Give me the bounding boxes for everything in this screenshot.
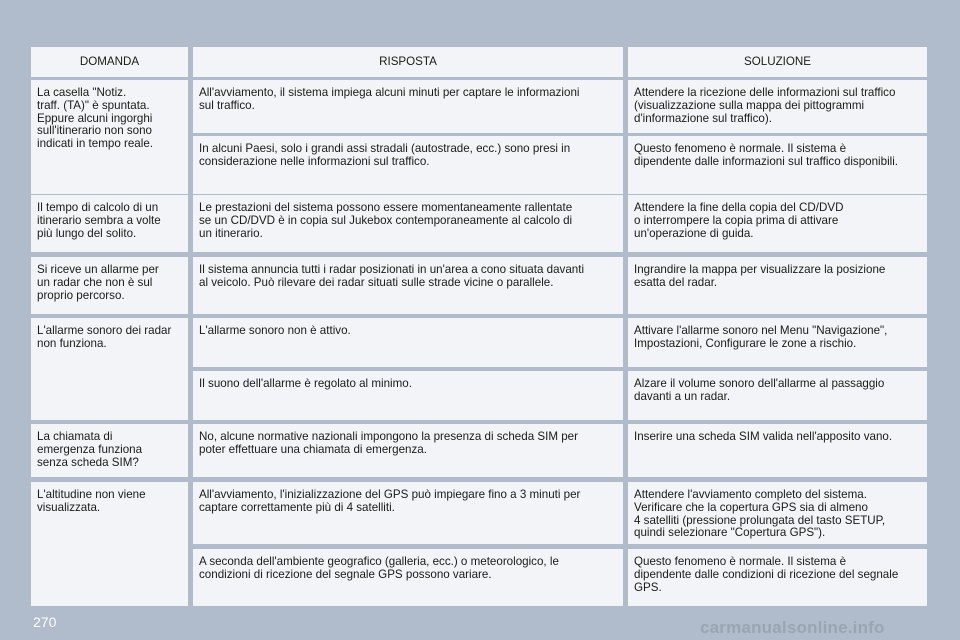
solution-cell: Questo fenomeno è normale. Il sistema è dipendente dalle informazioni sul traffico disponibili. (628, 136, 927, 194)
solution-cell: Alzare il volume sonoro dell'allarme al passaggio davanti a un radar. (628, 371, 927, 420)
solution-cell: Attendere la fine della copia del CD/DVD o interrompere la copia prima di attivare un'operazione di guida. (628, 195, 927, 252)
answer-cell: L'allarme sonoro non è attivo. (193, 318, 623, 367)
answer-cell: All'avviamento, il sistema impiega alcuni minuti per captare le informazioni sul traffico. (193, 80, 623, 133)
answer-cell: No, alcune normative nazionali impongono la presenza di scheda SIM per poter effettuare una chiamata di emergenza. (193, 424, 623, 477)
answer-cell: In alcuni Paesi, solo i grandi assi stradali (autostrade, ecc.) sono presi in considerazione nelle informazioni sul traffico. (193, 136, 623, 194)
header-soluzione: SOLUZIONE (628, 47, 927, 77)
header-risposta: RISPOSTA (193, 47, 623, 77)
question-cell: La chiamata di emergenza funziona senza scheda SIM? (31, 424, 188, 477)
answer-cell: A seconda dell'ambiente geografico (galleria, ecc.) o meteorologico, le condizioni di ricezione del segnale GPS possono variare. (193, 549, 623, 606)
answer-cell: Il sistema annuncia tutti i radar posizionati in un'area a cono situata davanti al veicolo. Può rilevare dei radar situati sulle strade vicine o parallele. (193, 257, 623, 314)
solution-cell: Attendere l'avviamento completo del sistema. Verificare che la copertura GPS sia di almeno 4 satelliti (pressione prolungata del tasto SETUP, quindi selezionare "Copertura GPS"). (628, 482, 927, 544)
question-cell: Il tempo di calcolo di un itinerario sembra a volte più lungo del solito. (31, 195, 188, 252)
solution-cell: Ingrandire la mappa per visualizzare la posizione esatta del radar. (628, 257, 927, 314)
header-domanda: DOMANDA (31, 47, 188, 77)
page-number: 270 (33, 614, 57, 630)
solution-cell: Attendere la ricezione delle informazioni sul traffico (visualizzazione sulla mappa dei pittogrammi d'informazione sul traffico). (628, 80, 927, 133)
answer-cell: Il suono dell'allarme è regolato al minimo. (193, 371, 623, 420)
question-cell: L'allarme sonoro dei radar non funziona. (31, 318, 188, 420)
solution-cell: Questo fenomeno è normale. Il sistema è dipendente dalle condizioni di ricezione del segnale GPS. (628, 549, 927, 606)
question-cell: L'altitudine non viene visualizzata. (31, 482, 188, 606)
answer-cell: All'avviamento, l'inizializzazione del GPS può impiegare fino a 3 minuti per captare correttamente più di 4 satelliti. (193, 482, 623, 544)
solution-cell: Attivare l'allarme sonoro nel Menu "Navigazione", Impostazioni, Configurare le zone a rischio. (628, 318, 927, 367)
question-cell: Si riceve un allarme per un radar che non è sul proprio percorso. (31, 257, 188, 314)
watermark: carmanualsonline.info (700, 618, 885, 637)
solution-cell: Inserire una scheda SIM valida nell'apposito vano. (628, 424, 927, 477)
answer-cell: Le prestazioni del sistema possono essere momentaneamente rallentate se un CD/DVD è in copia sul Jukebox contemporaneamente al calcolo di un itinerario. (193, 195, 623, 252)
question-cell: La casella "Notiz. traff. (TA)" è spuntata. Eppure alcuni ingorghi sull'itinerario non sono indicati in tempo reale. (31, 80, 188, 194)
